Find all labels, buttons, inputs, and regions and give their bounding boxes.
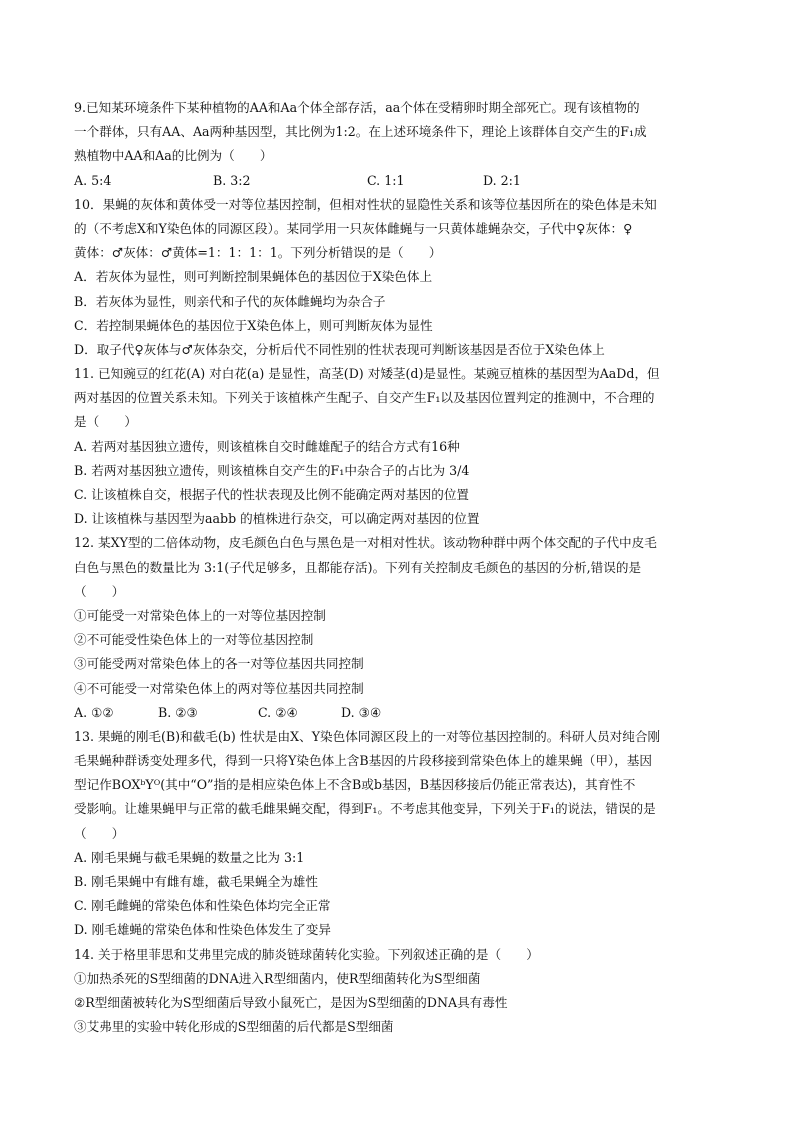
question-11-option-d: D. 让该植株与基因型为aabb 的植株进行杂交，可以确定两对基因的位置 [74, 511, 480, 527]
question-13-stem-line: （ ） [74, 825, 125, 841]
question-11-stem-line: 两对基因的位置关系未知。下列关于该植株产生配子、自交产生F₁以及基因位置判定的推测中，不合理的 [74, 390, 655, 406]
question-11-option-a: A. 若两对基因独立遗传，则该植株自交时雌雄配子的结合方式有16种 [74, 438, 460, 454]
question-13 [74, 725, 724, 943]
question-10-stem-line: 10．果蝇的灰体和黄体受一对等位基因控制，但相对性状的显隐性关系和该等位基因所在的染色体是未知 [74, 196, 657, 212]
question-12-statement-1: ①可能受一对常染色体上的一对等位基因控制 [74, 607, 326, 623]
question-9-options [74, 169, 724, 193]
question-13-stem-line: 毛果蝇种群诱变处理多代，得到一只将Y染色体上含B基因的片段移接到常染色体上的雄果蝇（甲），基因 [74, 753, 652, 769]
question-10 [74, 193, 724, 362]
question-13-option-c: C. 刚毛雌蝇的常染色体和性染色体均完全正常 [74, 898, 331, 914]
question-9-option-b: B. 3:2 [213, 172, 251, 188]
question-11-option-c: C. 让该植株自交，根据子代的性状表现及比例不能确定两对基因的位置 [74, 487, 470, 502]
question-11-option-b: B. 若两对基因独立遗传，则该植株自交产生的F₁中杂合子的占比为 3/4 [74, 462, 470, 478]
question-12-statement-3: ③可能受两对常染色体上的各一对等位基因共同控制 [74, 656, 364, 672]
question-13-option-b: B. 刚毛果蝇中有雌有雄，截毛果蝇全为雄性 [74, 874, 318, 889]
question-11-stem-line: 11. 已知豌豆的红花(A) 对白花(a) 是显性，高茎(D) 对矮茎(d)是显性。某豌豆植株的基因型为AaDd，但 [74, 366, 660, 382]
question-9-option-a: A. 5:4 [74, 172, 112, 188]
question-14-statement-3: ③艾弗里的实验中转化形成的S型细菌的后代都是S型细菌 [74, 1019, 394, 1035]
question-9 [74, 96, 724, 193]
question-10-stem-line: 黄体：♂灰体：♂黄体=1：1：1：1。下列分析错误的是（ ） [74, 245, 442, 261]
question-12-option-a: A. ①② [74, 704, 114, 720]
question-12-stem-line: 白色与黑色的数量比为 3:1(子代足够多，且都能存活)。下列有关控制皮毛颜色的基因的分析,错误的是 [74, 559, 642, 575]
question-12-option-b: B. ②③ [158, 704, 198, 720]
question-13-option-d: D. 刚毛雄蝇的常染色体和性染色体发生了变异 [74, 922, 331, 938]
question-12-statement-2: ②不可能受性染色体上的一对等位基因控制 [74, 632, 314, 648]
question-11-stem-line: 是（ ） [74, 414, 137, 430]
question-10-stem-line: 的（不考虑X和Y染色体的同源区段）。某同学用一只灰体雌蝇与一只黄体雄蝇杂交，子代中♀灰体：♀ [74, 220, 633, 236]
question-9-option-d: D. 2:1 [483, 172, 521, 188]
question-14 [74, 943, 724, 1040]
question-14-statement-1: ①加热杀死的S型细菌的DNA进入R型细菌内，使R型细菌转化为S型细菌 [74, 970, 481, 986]
question-12-option-d: D. ③④ [341, 704, 382, 720]
question-12-statement-4: ④不可能受一对常染色体上的两对等位基因共同控制 [74, 680, 364, 696]
question-13-stem-line: 13. 果蝇的刚毛(B)和截毛(b) 性状是由X、Y染色体同源区段上的一对等位基因控制的。科研人员对纯合刚 [74, 728, 661, 744]
question-9-stem-line: 9.已知某环境条件下某种植物的AA和Aa个体全部存活，aa个体在受精卵时期全部死亡。现有该植物的 [74, 100, 640, 115]
question-10-option-d: D．取子代♀灰体与♂灰体杂交，分析后代不同性别的性状表现可判断该基因是否位于X染色体上 [74, 341, 605, 357]
question-9-stem-line: 一个群体，只有AA、Aa两种基因型，其比例为1:2。在上述环境条件下，理论上该群体自交产生的F₁成 [74, 124, 647, 140]
question-9-stem-line: 熟植物中AA和Aa的比例为（ ） [74, 148, 273, 164]
question-13-stem-line: 受影响。让雄果蝇甲与正常的截毛雌果蝇交配，得到F₁。不考虑其他变异，下列关于F₁的说法，错误的是 [74, 801, 656, 817]
question-14-statement-2: ②R型细菌被转化为S型细菌后导致小鼠死亡，是因为S型细菌的DNA具有毒性 [74, 994, 508, 1010]
question-12-options [74, 701, 724, 725]
question-12-option-c: C. ②④ [258, 704, 298, 720]
question-9-option-c: C. 1:1 [367, 172, 405, 188]
question-13-option-a: A. 刚毛果蝇与截毛果蝇的数量之比为 3:1 [74, 849, 305, 865]
question-10-option-b: B．若灰体为显性，则亲代和子代的灰体雌蝇均为杂合子 [74, 293, 386, 309]
question-14-stem-line: 14. 关于格里菲思和艾弗里完成的肺炎链球菌转化实验。下列叙述正确的是（ ） [74, 946, 539, 962]
question-11 [74, 362, 724, 531]
question-13-stem-line: 型记作BOXᵇYᴼ(其中“O”指的是相应染色体上不含B或b基因，B基因移接后仍能正常表达)，其育性不 [74, 777, 636, 793]
question-10-option-a: A．若灰体为显性，则可判断控制果蝇体色的基因位于X染色体上 [74, 269, 433, 285]
question-10-option-c: C．若控制果蝇体色的基因位于X染色体上，则可判断灰体为显性 [74, 317, 433, 333]
question-12 [74, 531, 724, 725]
question-12-stem-line: 12. 某XY型的二倍体动物，皮毛颜色白色与黑色是一对相对性状。该动物种群中两个体交配的子代中皮毛 [74, 535, 657, 551]
exam-content [74, 96, 724, 1039]
question-12-stem-line: （ ） [74, 583, 125, 599]
